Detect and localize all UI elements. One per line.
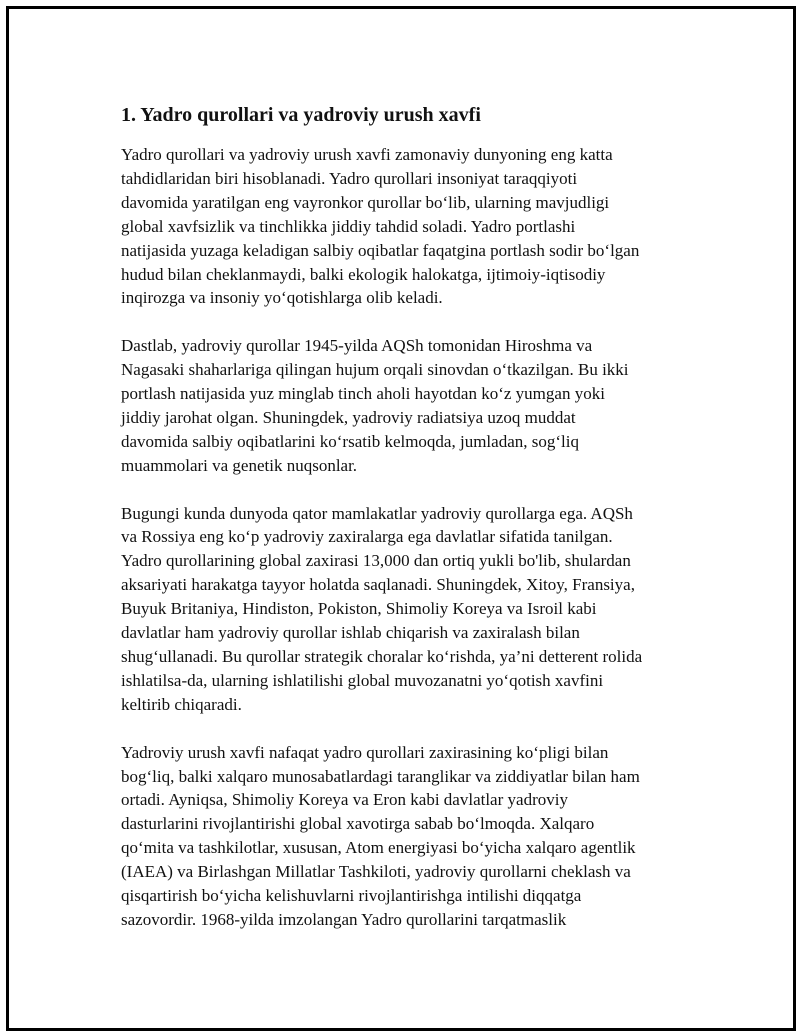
paragraph-line: (IAEA) va Birlashgan Millatlar Tashkiloti, yadroviy qurollarni cheklash va <box>121 862 631 882</box>
paragraph-1 <box>121 143 706 310</box>
paragraph-line: qo‘mita va tashkilotlar, xususan, Atom energiyasi bo‘yicha xalqaro agentlik <box>121 838 636 858</box>
paragraph-line: ortadi. Ayniqsa, Shimoliy Koreya va Eron kabi davlatlar yadroviy <box>121 790 568 810</box>
paragraph-line: dasturlarini rivojlantirishi global xavotirga sabab bo‘lmoqda. Xalqaro <box>121 814 595 834</box>
paragraph-line: qisqartirish bo‘yicha kelishuvlarni rivojlantirishga intilishi diqqatga <box>121 886 582 906</box>
paragraph-line: Yadro qurollarining global zaxirasi 13,000 dan ortiq yukli bo'lib, shulardan <box>121 551 631 571</box>
paragraph-4 <box>121 741 706 932</box>
paragraph-line: hudud bilan cheklanmaydi, balki ekologik halokatga, ijtimoiy-iqtisodiy <box>121 264 606 284</box>
paragraph-line: Yadro qurollari va yadroviy urush xavfi zamonaviy dunyoning eng katta <box>121 145 613 164</box>
paragraph-line: davomida yaratilgan eng vayronkor qurollar bo‘lib, ularning mavjudligi <box>121 192 610 212</box>
paragraph-line: aksariyati harakatga tayyor holatda saqlanadi. Shuningdek, Xitoy, Fransiya, <box>121 575 635 595</box>
paragraph-line: va Rossiya eng ko‘p yadroviy zaxiralarga ega davlatlar sifatida tanilgan. <box>121 527 613 547</box>
paragraph-line: jiddiy jarohat olgan. Shuningdek, yadroviy radiatsiya uzoq muddat <box>121 407 576 427</box>
paragraph-line: sazovordir. 1968-yilda imzolangan Yadro qurollarini tarqatmaslik <box>121 909 567 929</box>
paragraph-line: muammolari va genetik nuqsonlar. <box>121 455 358 475</box>
paragraph-2 <box>121 334 706 477</box>
paragraph-line: davlatlar ham yadroviy qurollar ishlab chiqarish va zaxiralash bilan <box>121 623 580 643</box>
paragraph-line: Dastlab, yadroviy qurollar 1945-yilda AQSh tomonidan Hiroshma va <box>121 336 593 356</box>
paragraph-line: natijasida yuzaga keladigan salbiy oqibatlar faqatgina portlash sodir bo‘lgan <box>121 240 640 260</box>
paragraph-line: tahdidlaridan biri hisoblanadi. Yadro qurollari insoniyat taraqqiyoti <box>121 168 578 188</box>
paragraph-line: Bugungi kunda dunyoda qator mamlakatlar yadroviy qurollarga ega. AQSh <box>121 503 633 523</box>
document-content <box>121 101 706 956</box>
paragraph-3 <box>121 502 706 717</box>
section-heading: 1. Yadro qurollari va yadroviy urush xavfi <box>121 104 481 126</box>
paragraph-line: global xavfsizlik va tinchlikka jiddiy tahdid soladi. Yadro portlashi <box>121 216 576 236</box>
paragraph-line: ishlatilsa-da, ularning ishlatilishi global muvozanatni yo‘qotish xavfini <box>121 670 604 690</box>
page-frame <box>6 6 796 1031</box>
paragraph-line: bog‘liq, balki xalqaro munosabatlardagi taranglikar va ziddiyatlar bilan ham <box>121 766 640 786</box>
paragraph-line: portlash natijasida yuz minglab tinch aholi hayotdan ko‘z yumgan yoki <box>121 384 605 404</box>
paragraph-line: inqirozga va insoniy yo‘qotishlarga olib keladi. <box>121 288 443 308</box>
paragraph-line: shug‘ullanadi. Bu qurollar strategik choralar ko‘rishda, ya’ni detterent rolida <box>121 647 643 666</box>
paragraph-line: Nagasaki shaharlariga qilingan hujum orqali sinovdan o‘tkazilgan. Bu ikki <box>121 360 629 380</box>
paragraph-line: Yadroviy urush xavfi nafaqat yadro qurollari zaxirasining ko‘pligi bilan <box>121 742 609 762</box>
paragraph-line: Buyuk Britaniya, Hindiston, Pokiston, Shimoliy Koreya va Isroil kabi <box>121 599 597 619</box>
paragraph-line: davomida salbiy oqibatlarini ko‘rsatib kelmoqda, jumladan, sog‘liq <box>121 431 579 451</box>
paragraph-line: keltirib chiqaradi. <box>121 694 242 714</box>
